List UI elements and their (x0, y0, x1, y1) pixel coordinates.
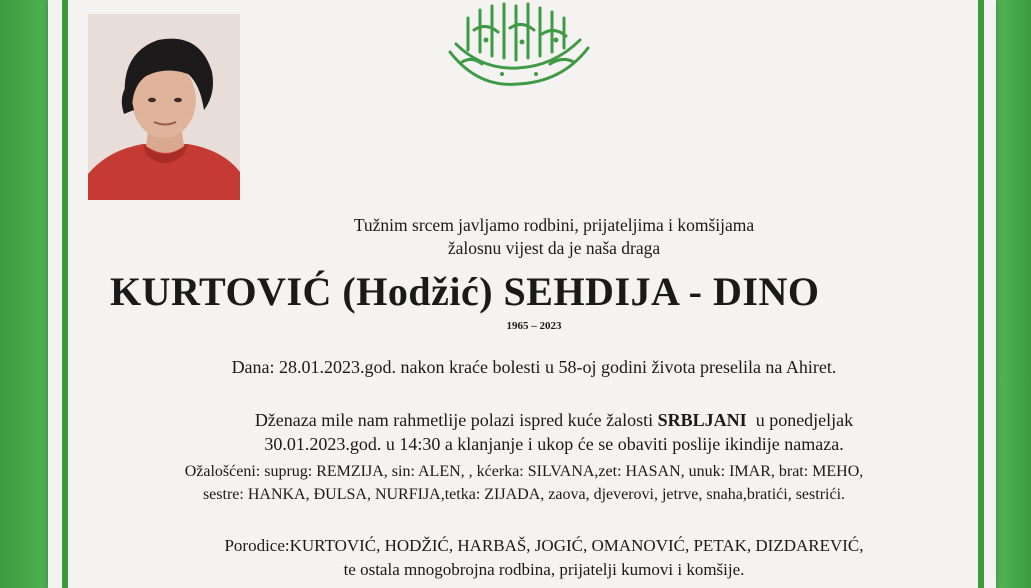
intro-line-1: Tužnim srcem javljamo rodbini, prijateljima i komšijama (353, 215, 755, 235)
life-years: 1965 – 2023 (506, 320, 562, 332)
intro-line-2: žalosnu vijest da je naša draga (447, 238, 661, 258)
funeral-line-1 (100, 408, 1008, 432)
deceased-name: KURTOVIĆ (Hodžić) SEHDIJA - DINO (110, 269, 820, 314)
funeral-line-1-start: Dženaza mile nam rahmetlije polazi ispred kuće žalosti (254, 410, 658, 430)
families-line-2: te ostala mnogobrojna rodbina, prijatelji kumovi i komšije. (343, 560, 745, 579)
mourners-line-1: Ožalošćeni: suprug: REMZIJA, sin: ALEN, , kćerka: SILVANA,zet: HASAN, unuk: IMAR, brat: MEHO, (184, 463, 864, 480)
families-list (70, 534, 998, 582)
mourners-line-2: sestre: HANKA, ĐULSA, NURFIJA,tetka: ZIJADA, zaova, djeverovi, jetrve, snaha,bratići, sestrići. (202, 486, 846, 503)
families-line-1: Porodice:KURTOVIĆ, HODŽIĆ, HARBAŠ, JOGIĆ, OMANOVIĆ, PETAK, DIZDAREVIĆ, (224, 536, 864, 555)
funeral-place: SRBLJANI (657, 410, 747, 430)
mourners-list (70, 460, 978, 506)
funeral-line-2: 30.01.2023.god. u 14:30 a klanjanje i ukop će se obaviti poslije ikindije namaza. (264, 434, 844, 454)
funeral-details (70, 408, 1008, 456)
funeral-line-1-end: u ponedjeljak (746, 410, 854, 430)
arabic-calligraphy-emblem (438, 0, 598, 90)
portrait-photo (88, 14, 240, 200)
death-announcement: Dana: 28.01.2023.god. nakon kraće bolesti u 58-oj godini života preselila na Ahiret. (231, 357, 837, 377)
intro-text (70, 214, 1008, 260)
